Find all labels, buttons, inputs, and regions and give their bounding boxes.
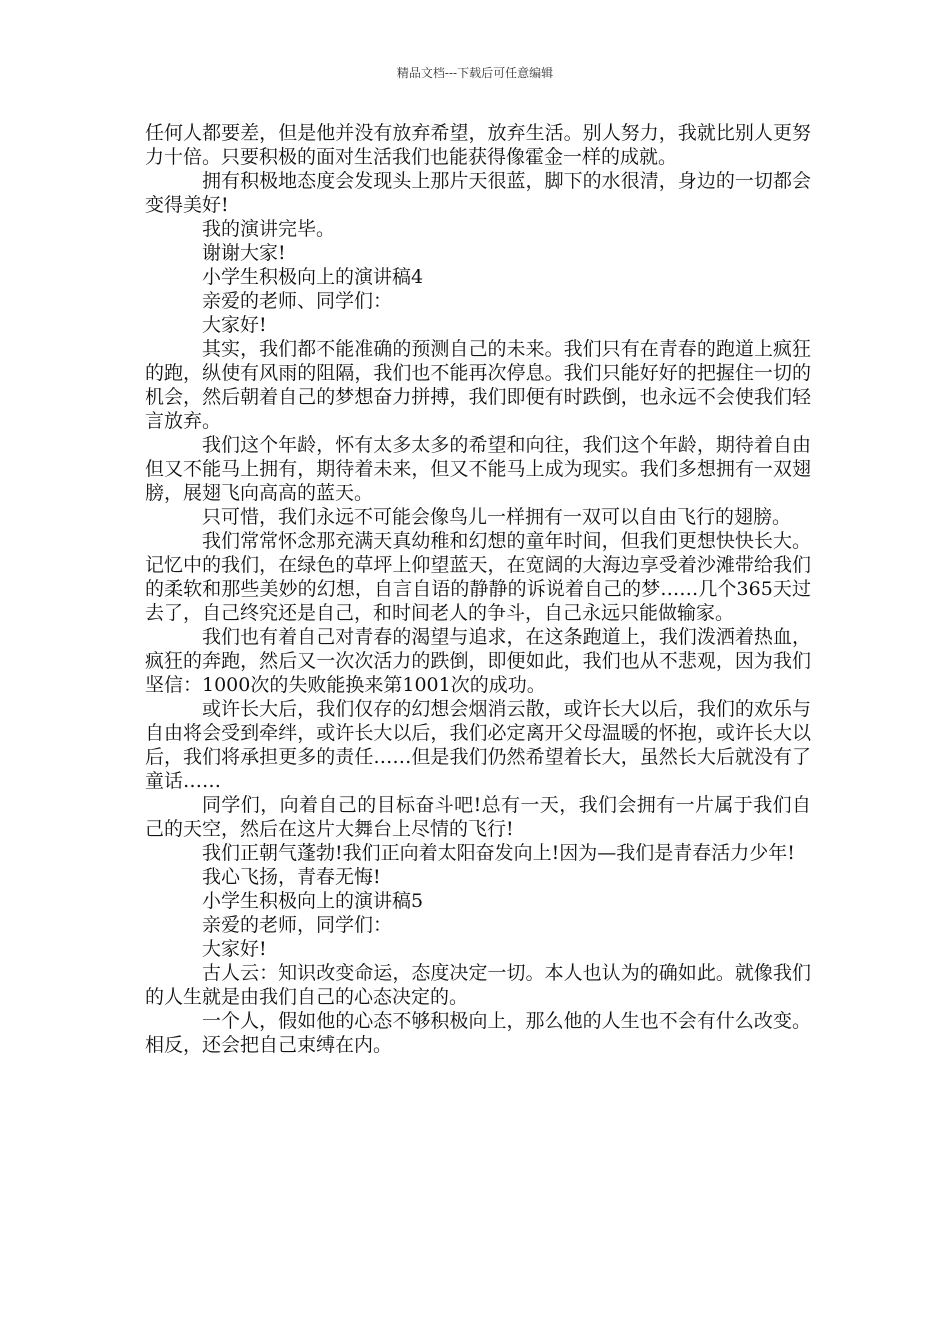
document-body: [145, 121, 811, 1057]
paragraph: 只可惜，我们永远不可能会像鸟儿一样拥有一双可以自由飞行的翅膀。: [202, 506, 792, 528]
paragraph: 我的演讲完毕。: [202, 218, 336, 240]
paragraph: 我们也有着自己对青春的渴望与追求，在这条跑道上，我们泼洒着热血，疯狂的奔跑，然后又一次次活力的跌倒，即便如此，我们也从不悲观，因为我们坚信：1000次的失败能换来第1001次的成功。: [145, 626, 811, 696]
section-title: 小学生积极向上的演讲稿4: [202, 266, 424, 288]
paragraph: 一个人，假如他的心态不够积极向上，那么他的人生也不会有什么改变。相反，还会把自己束缚在内。: [145, 1010, 811, 1056]
paragraph: 或许长大后，我们仅存的幻想会烟消云散，或许长大以后，我们的欢乐与自由将会受到牵绊，或许长大以后，我们必定离开父母温暖的怀抱，或许长大以后，我们将承担更多的责任……但是我们仍然希望着长大，虽然长大后就没有了童话……: [145, 698, 811, 792]
paragraph: 我们常常怀念那充满天真幼稚和幻想的童年时间，但我们更想快快长大。记忆中的我们，在绿色的草坪上仰望蓝天，在宽阔的大海边享受着沙滩带给我们的柔软和那些美妙的幻想，自言自语的静静的诉说着自己的梦……几个365天过去了，自己终究还是自己，和时间老人的争斗，自己永远只能做输家。: [145, 530, 811, 624]
greeting: 大家好!: [202, 314, 267, 336]
paragraph: 我们这个年龄，怀有太多太多的希望和向往，我们这个年龄，期待着自由但又不能马上拥有，期待着未来，但又不能马上成为现实。我们多想拥有一双翅膀，展翅飞向高高的蓝天。: [145, 434, 811, 504]
salutation: 亲爱的老师、同学们：: [202, 290, 393, 312]
paragraph: 拥有积极地态度会发现头上那片天很蓝，脚下的水很清，身边的一切都会变得美好!: [145, 170, 811, 216]
paragraph: 古人云：知识改变命运，态度决定一切。本人也认为的确如此。就像我们的人生就是由我们自己的心态决定的。: [145, 962, 811, 1008]
section-title: 小学生积极向上的演讲稿5: [202, 890, 424, 912]
paragraph: 其实，我们都不能准确的预测自己的未来。我们只有在青春的跑道上疯狂的跑，纵使有风雨的阻隔，我们也不能再次停息。我们只能好好的把握住一切的机会，然后朝着自己的梦想奋力拼搏，我们即便有时跌倒，也永远不会使我们轻言放弃。: [145, 338, 811, 432]
paragraph: 任何人都要差，但是他并没有放弃希望，放弃生活。别人努力，我就比别人更努力十倍。只要积极的面对生活我们也能获得像霍金一样的成就。: [145, 122, 811, 168]
page-header: 精品文档---下载后可任意编辑: [396, 66, 554, 80]
paragraph: 谢谢大家!: [202, 242, 286, 264]
greeting: 大家好!: [202, 938, 267, 960]
paragraph: 同学们，向着自己的目标奋斗吧!总有一天，我们会拥有一片属于我们自己的天空，然后在这片大舞台上尽情的飞行!: [145, 794, 811, 840]
paragraph: 我心飞扬，青春无悔!: [202, 866, 381, 888]
salutation: 亲爱的老师，同学们：: [202, 914, 393, 936]
paragraph: 我们正朝气蓬勃!我们正向着太阳奋发向上!因为—我们是青春活力少年!: [202, 842, 795, 864]
